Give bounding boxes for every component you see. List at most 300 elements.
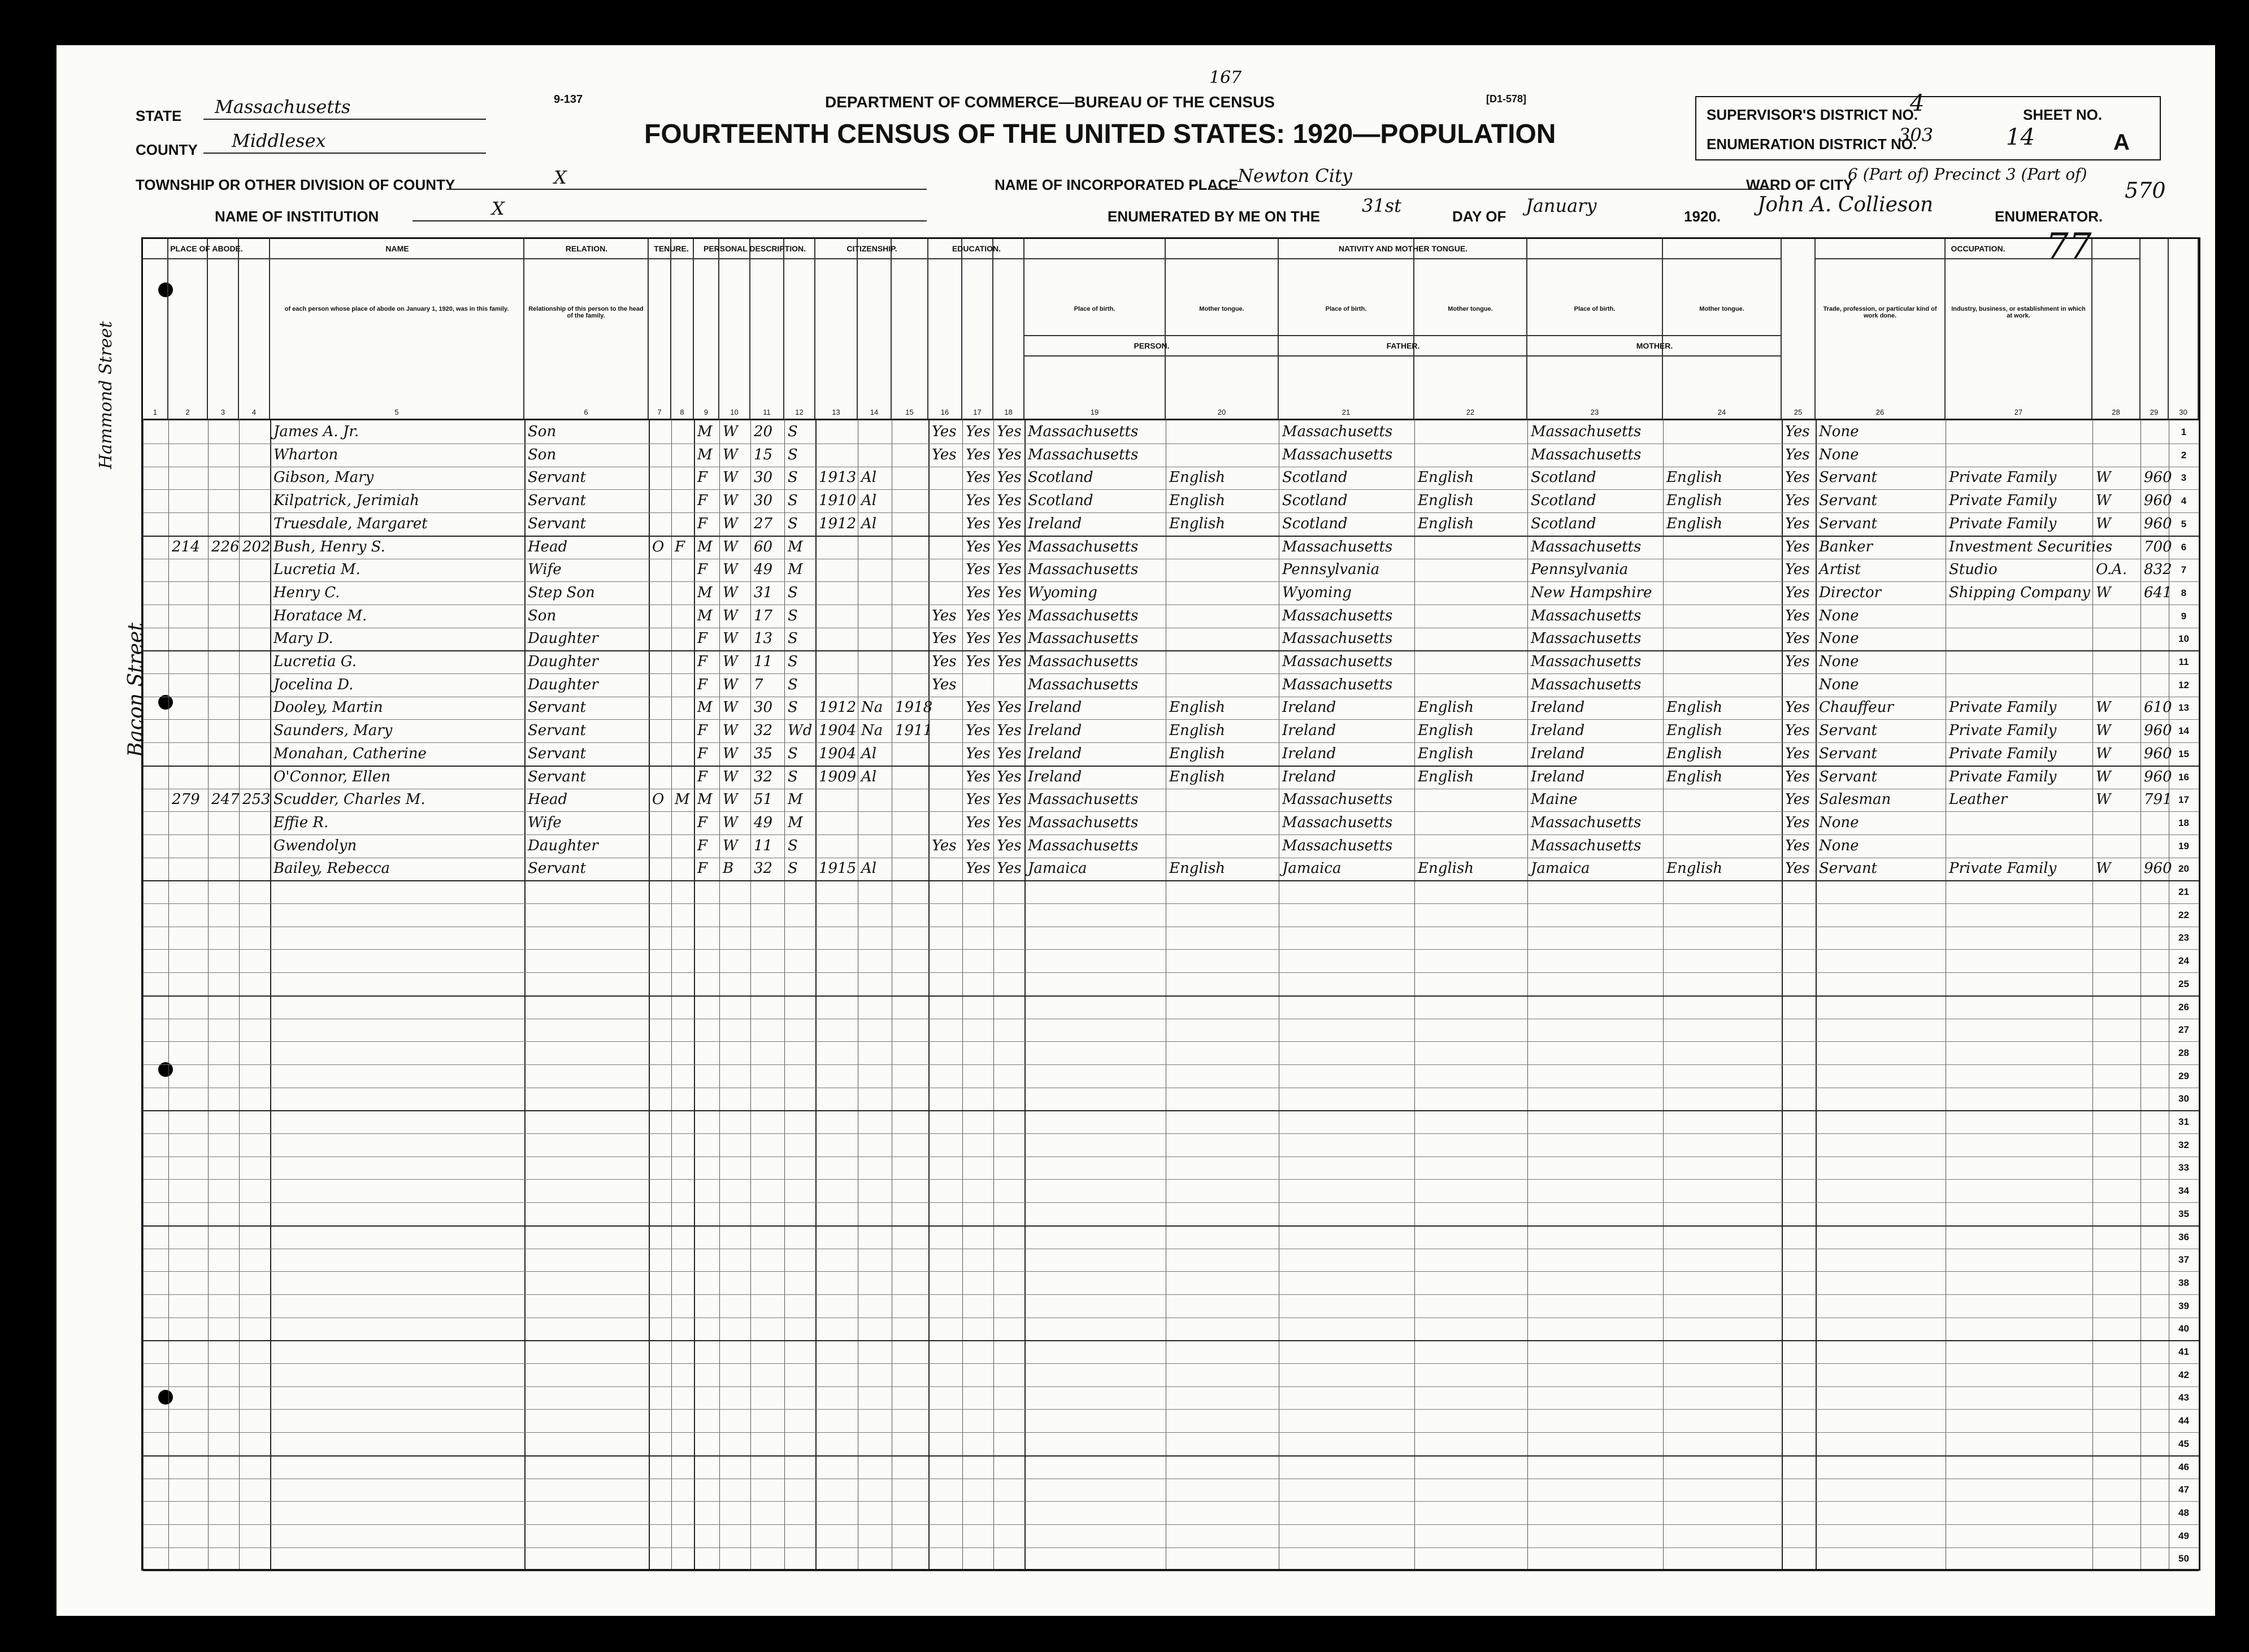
column-number: 29 bbox=[2150, 408, 2159, 416]
cell-house bbox=[168, 512, 208, 536]
cell-race: W bbox=[723, 561, 738, 579]
row-number: 47 bbox=[2178, 1484, 2189, 1496]
column-number: 21 bbox=[1341, 408, 1351, 416]
cell-industry: Studio bbox=[1949, 561, 1998, 579]
cell-house bbox=[168, 857, 208, 880]
cell-code: 960 bbox=[2144, 469, 2172, 486]
cell-natyr: 1918 bbox=[895, 699, 933, 716]
cell-fam bbox=[239, 766, 270, 789]
cell-name: Wharton bbox=[273, 446, 338, 463]
table-row bbox=[143, 1294, 2199, 1318]
cell-trade: None bbox=[1819, 607, 1859, 624]
cell-tongue bbox=[1166, 558, 1279, 581]
cell-sex: F bbox=[697, 722, 708, 740]
cell-emp bbox=[2092, 605, 2141, 628]
cell-age: 30 bbox=[754, 492, 773, 510]
cell-mtongue bbox=[1663, 627, 1782, 650]
cell-emp: W bbox=[2096, 492, 2111, 510]
cell-school: Yes bbox=[932, 653, 957, 670]
row-number: 50 bbox=[2178, 1553, 2189, 1564]
enumeration-label: ENUMERATION DISTRICT NO. bbox=[1707, 136, 1917, 153]
cell-natyr bbox=[892, 650, 928, 673]
cell-mtongue: English bbox=[1666, 722, 1723, 740]
cell-trade: None bbox=[1819, 423, 1859, 440]
cell-tongue bbox=[1166, 581, 1279, 605]
cell-imm bbox=[815, 420, 858, 444]
group-header: EDUCATION. bbox=[928, 239, 1024, 259]
cell-write: Yes bbox=[997, 653, 1022, 670]
day-of-label: DAY OF bbox=[1452, 208, 1506, 225]
cell-house bbox=[168, 444, 208, 467]
cell-ftongue bbox=[1414, 650, 1527, 673]
cell-mtongue bbox=[1663, 558, 1782, 581]
cell-house bbox=[168, 650, 208, 673]
cell-owned bbox=[671, 489, 694, 512]
cell-nat: Al bbox=[861, 515, 877, 532]
cell-natyr bbox=[892, 766, 928, 789]
cell-tenure bbox=[649, 581, 671, 605]
cell-name: Jocelina D. bbox=[273, 676, 354, 693]
row-number: 28 bbox=[2178, 1047, 2189, 1058]
cell-dw bbox=[208, 627, 239, 650]
cell-school bbox=[928, 512, 962, 536]
cell-fpob: Massachusetts bbox=[1282, 607, 1393, 624]
cell-rel: Step Son bbox=[528, 584, 595, 601]
cell-industry bbox=[1946, 650, 2092, 673]
column-number: 28 bbox=[2112, 408, 2120, 416]
cell-fpob: Jamaica bbox=[1282, 860, 1341, 877]
cell-pob: Massachusetts bbox=[1028, 423, 1139, 440]
cell-fam bbox=[239, 489, 270, 512]
cell-dw bbox=[208, 466, 239, 489]
cell-natyr bbox=[892, 558, 928, 581]
group-header: NAME bbox=[270, 239, 524, 259]
cell-tenure bbox=[649, 466, 671, 489]
column-header-fpob bbox=[1279, 239, 1414, 419]
cell-rel: Son bbox=[528, 607, 557, 624]
cell-race: W bbox=[723, 722, 738, 740]
cell-sex: F bbox=[697, 814, 708, 831]
column-header-trade bbox=[1816, 239, 1946, 419]
cell-eng: Yes bbox=[1785, 446, 1810, 463]
table-row bbox=[143, 1547, 2199, 1571]
column-header-text: of each person whose place of abode on January 1, 1920, was in this family. bbox=[284, 306, 509, 312]
row-number: 20 bbox=[2178, 863, 2189, 875]
cell-pob: Massachusetts bbox=[1028, 814, 1139, 831]
cell-tenure bbox=[649, 719, 671, 742]
cell-dw bbox=[208, 811, 239, 834]
table-row bbox=[143, 903, 2199, 927]
table-row bbox=[143, 1156, 2199, 1180]
cell-industry: Private Family bbox=[1949, 469, 2057, 486]
cell-race: W bbox=[723, 469, 738, 486]
row-number: 38 bbox=[2178, 1277, 2189, 1288]
table-row bbox=[143, 1041, 2199, 1065]
cell-read: Yes bbox=[966, 469, 991, 486]
cell-rel: Servant bbox=[528, 722, 587, 740]
cell-mpob: Massachusetts bbox=[1531, 676, 1642, 693]
row-number: 22 bbox=[2178, 909, 2189, 920]
cell-mtongue bbox=[1663, 811, 1782, 834]
cell-read: Yes bbox=[966, 515, 991, 532]
cell-fam bbox=[239, 558, 270, 581]
cell-trade: Servant bbox=[1819, 515, 1878, 532]
sheet-label: SHEET NO. bbox=[2023, 106, 2103, 123]
cell-name: O'Connor, Ellen bbox=[273, 768, 390, 785]
cell-imm: 1909 bbox=[819, 768, 857, 785]
cell-race: W bbox=[723, 607, 738, 624]
column-header-street bbox=[143, 239, 168, 419]
cell-imm bbox=[815, 558, 858, 581]
cell-ftongue bbox=[1414, 581, 1527, 605]
stamp-number: 167 bbox=[1209, 68, 1242, 88]
cell-tongue: English bbox=[1169, 722, 1226, 740]
cell-natyr bbox=[892, 512, 928, 536]
cell-pob: Scotland bbox=[1028, 492, 1093, 510]
cell-name: Lucretia G. bbox=[273, 653, 357, 670]
institution-label: NAME OF INSTITUTION bbox=[215, 208, 379, 225]
cell-eng: Yes bbox=[1785, 423, 1810, 440]
township-value: X bbox=[554, 167, 567, 188]
column-header-natyr bbox=[892, 239, 928, 419]
row-number: 27 bbox=[2178, 1024, 2189, 1036]
cell-emp: W bbox=[2096, 722, 2111, 740]
cell-race: B bbox=[723, 860, 734, 877]
cell-write: Yes bbox=[997, 607, 1022, 624]
cell-pob: Ireland bbox=[1028, 722, 1082, 740]
cell-eng: Yes bbox=[1785, 814, 1810, 831]
cell-dw bbox=[208, 420, 239, 444]
cell-mar: S bbox=[788, 745, 798, 762]
cell-eng: Yes bbox=[1785, 561, 1810, 579]
table-row bbox=[143, 1386, 2199, 1410]
cell-fpob: Massachusetts bbox=[1282, 538, 1393, 555]
cell-age: 49 bbox=[754, 814, 773, 831]
cell-tongue: English bbox=[1169, 699, 1226, 716]
cell-mtongue bbox=[1663, 650, 1782, 673]
cell-age: 7 bbox=[754, 676, 763, 693]
cell-pob: Massachusetts bbox=[1028, 791, 1139, 808]
cell-write: Yes bbox=[997, 630, 1022, 647]
row-number: 45 bbox=[2178, 1438, 2189, 1449]
column-number: 27 bbox=[2014, 408, 2023, 416]
reference-code: [D1-578] bbox=[1486, 93, 1527, 105]
cell-fam bbox=[239, 627, 270, 650]
cell-mpob: Jamaica bbox=[1531, 860, 1590, 877]
cell-read: Yes bbox=[966, 607, 991, 624]
column-header-code bbox=[2141, 239, 2169, 419]
cell-ftongue bbox=[1414, 627, 1527, 650]
column-number: 23 bbox=[1590, 408, 1599, 416]
cell-owned bbox=[671, 512, 694, 536]
cell-eng: Yes bbox=[1785, 653, 1810, 670]
cell-dw bbox=[208, 742, 239, 766]
cell-mpob: Scotland bbox=[1531, 469, 1596, 486]
table-row bbox=[143, 466, 2199, 490]
cell-tenure bbox=[649, 605, 671, 628]
row-number: 13 bbox=[2178, 702, 2189, 714]
cell-name: Bailey, Rebecca bbox=[273, 860, 390, 877]
cell-age: 32 bbox=[754, 722, 773, 740]
cell-rel: Head bbox=[528, 538, 568, 555]
cell-name: Effie R. bbox=[273, 814, 329, 831]
enumerated-label: ENUMERATED BY ME ON THE bbox=[1108, 208, 1321, 225]
cell-rel: Wife bbox=[528, 561, 562, 579]
cell-pob: Wyoming bbox=[1028, 584, 1097, 601]
ward-label: WARD OF CITY bbox=[1746, 176, 1853, 193]
cell-nat bbox=[858, 605, 892, 628]
cell-mpob: Massachusetts bbox=[1531, 814, 1642, 831]
cell-read: Yes bbox=[966, 492, 991, 510]
cell-ftongue: English bbox=[1418, 492, 1474, 510]
cell-emp: W bbox=[2096, 515, 2111, 532]
cell-code bbox=[2141, 811, 2169, 834]
table-row bbox=[143, 788, 2199, 812]
column-header-dw bbox=[208, 239, 239, 419]
row-number: 40 bbox=[2178, 1323, 2189, 1334]
cell-imm bbox=[815, 581, 858, 605]
form-code: 9-137 bbox=[554, 93, 583, 106]
table-row bbox=[143, 420, 2199, 444]
cell-sex: M bbox=[697, 423, 713, 440]
cell-sex: F bbox=[697, 561, 708, 579]
column-header-industry bbox=[1946, 239, 2092, 419]
row-number: 46 bbox=[2178, 1461, 2189, 1472]
cell-tongue bbox=[1166, 420, 1279, 444]
cell-fpob: Massachusetts bbox=[1282, 791, 1393, 808]
row-number: 6 bbox=[2181, 541, 2187, 553]
cell-read: Yes bbox=[966, 446, 991, 463]
cell-code bbox=[2141, 627, 2169, 650]
cell-fpob: Massachusetts bbox=[1282, 630, 1393, 647]
cell-natyr bbox=[892, 742, 928, 766]
cell-trade: None bbox=[1819, 630, 1859, 647]
cell-read: Yes bbox=[966, 584, 991, 601]
cell-name: Gwendolyn bbox=[273, 837, 357, 854]
cell-fam bbox=[239, 673, 270, 697]
cell-owned bbox=[671, 650, 694, 673]
table-row bbox=[143, 1225, 2199, 1249]
cell-school bbox=[928, 788, 962, 811]
cell-age: 32 bbox=[754, 768, 773, 785]
cell-dw bbox=[208, 766, 239, 789]
cell-school bbox=[928, 742, 962, 766]
cell-tenure bbox=[649, 857, 671, 880]
column-header-text: Trade, profession, or particular kind of work done. bbox=[1823, 306, 1937, 319]
cell-age: 31 bbox=[754, 584, 773, 601]
cell-natyr bbox=[892, 466, 928, 489]
cell-school: Yes bbox=[932, 607, 957, 624]
table-row bbox=[143, 1064, 2199, 1088]
cell-mpob: Massachusetts bbox=[1531, 423, 1642, 440]
cell-eng: Yes bbox=[1785, 791, 1810, 808]
column-header-eng bbox=[1782, 239, 1816, 419]
cell-fpob: Massachusetts bbox=[1282, 653, 1393, 670]
table-row bbox=[143, 1271, 2199, 1295]
column-number: 3 bbox=[220, 408, 225, 416]
row-number: 11 bbox=[2178, 657, 2189, 667]
cell-owned bbox=[671, 558, 694, 581]
cell-tongue bbox=[1166, 650, 1279, 673]
cell-age: 60 bbox=[754, 538, 773, 555]
cell-write: Yes bbox=[997, 791, 1022, 808]
cell-imm bbox=[815, 444, 858, 467]
cell-code bbox=[2141, 605, 2169, 628]
cell-nat: Al bbox=[861, 492, 877, 510]
cell-industry: Private Family bbox=[1949, 492, 2057, 510]
cell-name: Dooley, Martin bbox=[273, 699, 383, 716]
cell-tenure bbox=[649, 811, 671, 834]
cell-mpob: Pennsylvania bbox=[1531, 561, 1629, 579]
cell-ftongue: English bbox=[1418, 469, 1474, 486]
cell-race: W bbox=[723, 837, 738, 854]
cell-tenure bbox=[649, 834, 671, 858]
cell-rel: Servant bbox=[528, 860, 587, 877]
cell-industry: Private Family bbox=[1949, 768, 2057, 785]
cell-read: Yes bbox=[966, 768, 991, 785]
column-header-age bbox=[750, 239, 784, 419]
column-number: 4 bbox=[251, 408, 257, 416]
column-number: 2 bbox=[185, 408, 190, 416]
table-row bbox=[143, 581, 2199, 605]
cell-eng bbox=[1782, 673, 1816, 697]
cell-house bbox=[168, 834, 208, 858]
row-number: 26 bbox=[2178, 1001, 2189, 1012]
cell-nat bbox=[858, 650, 892, 673]
cell-age: 32 bbox=[754, 860, 773, 877]
table-row bbox=[143, 1202, 2199, 1227]
cell-mtongue: English bbox=[1666, 860, 1723, 877]
table-row bbox=[143, 1133, 2199, 1157]
county-value: Middlesex bbox=[232, 130, 326, 151]
cell-code: 832 bbox=[2144, 561, 2172, 579]
cell-mtongue: English bbox=[1666, 469, 1723, 486]
cell-sex: F bbox=[697, 837, 708, 854]
cell-read: Yes bbox=[966, 860, 991, 877]
cell-natyr bbox=[892, 444, 928, 467]
cell-code: 641 bbox=[2144, 584, 2172, 601]
cell-mtongue: English bbox=[1666, 699, 1723, 716]
cell-imm bbox=[815, 673, 858, 697]
cell-fpob: Ireland bbox=[1282, 745, 1336, 762]
cell-code bbox=[2141, 650, 2169, 673]
cell-fpob: Massachusetts bbox=[1282, 837, 1393, 854]
cell-fam bbox=[239, 466, 270, 489]
cell-owned bbox=[671, 673, 694, 697]
cell-age: 27 bbox=[754, 515, 773, 532]
cell-nat: Al bbox=[861, 768, 877, 785]
cell-mtongue bbox=[1663, 834, 1782, 858]
cell-fam bbox=[239, 444, 270, 467]
cell-emp: W bbox=[2096, 699, 2111, 716]
cell-sex: F bbox=[697, 768, 708, 785]
row-number: 1 bbox=[2181, 427, 2187, 437]
cell-emp: W bbox=[2096, 469, 2111, 486]
cell-mpob: Ireland bbox=[1531, 745, 1585, 762]
cell-mar: M bbox=[788, 791, 803, 808]
table-row bbox=[143, 650, 2199, 674]
column-header-text: Mother tongue. bbox=[1448, 306, 1493, 312]
cell-school bbox=[928, 719, 962, 742]
cell-sex: F bbox=[697, 515, 708, 532]
cell-name: Truesdale, Margaret bbox=[273, 515, 428, 532]
row-number: 39 bbox=[2178, 1300, 2189, 1311]
cell-owned bbox=[671, 719, 694, 742]
cell-mar: M bbox=[788, 814, 803, 831]
row-number: 42 bbox=[2178, 1369, 2189, 1380]
cell-write: Yes bbox=[997, 699, 1022, 716]
table-row bbox=[143, 512, 2199, 537]
cell-ftongue: English bbox=[1418, 745, 1474, 762]
cell-trade: Servant bbox=[1819, 745, 1878, 762]
cell-race: W bbox=[723, 492, 738, 510]
table-row bbox=[143, 1179, 2199, 1203]
cell-sex: F bbox=[697, 653, 708, 670]
column-number: 11 bbox=[763, 408, 771, 416]
row-number: 15 bbox=[2178, 748, 2189, 759]
cell-trade: None bbox=[1819, 653, 1859, 670]
cell-imm: 1915 bbox=[819, 860, 857, 877]
enumerated-day: 31st bbox=[1362, 195, 1401, 216]
cell-tenure bbox=[649, 627, 671, 650]
cell-trade: Servant bbox=[1819, 722, 1878, 740]
cell-trade: Chauffeur bbox=[1819, 699, 1894, 716]
cell-natyr bbox=[892, 811, 928, 834]
cell-fpob: Ireland bbox=[1282, 768, 1336, 785]
cell-mar: S bbox=[788, 492, 798, 510]
cell-mtongue: English bbox=[1666, 745, 1723, 762]
cell-trade: Banker bbox=[1819, 538, 1873, 555]
table-row bbox=[143, 742, 2199, 767]
cell-mpob: Scotland bbox=[1531, 492, 1596, 510]
column-number: 18 bbox=[1004, 408, 1013, 416]
cell-ftongue bbox=[1414, 605, 1527, 628]
column-header-emp bbox=[2092, 239, 2141, 419]
supervisor-label: SUPERVISOR'S DISTRICT NO. bbox=[1707, 106, 1918, 123]
subgroup-header: PERSON. bbox=[1024, 335, 1279, 357]
cell-race: W bbox=[723, 653, 738, 670]
column-header-fam bbox=[239, 239, 270, 419]
cell-code: 610 bbox=[2144, 699, 2172, 716]
cell-name: Scudder, Charles M. bbox=[273, 791, 426, 808]
cell-house bbox=[168, 466, 208, 489]
cell-emp: W bbox=[2096, 768, 2111, 785]
institution-value: X bbox=[492, 198, 505, 219]
cell-trade: Director bbox=[1819, 584, 1882, 601]
cell-owned bbox=[671, 742, 694, 766]
row-number: 4 bbox=[2181, 495, 2187, 507]
column-number: 16 bbox=[940, 408, 949, 416]
cell-school bbox=[928, 811, 962, 834]
column-number: 30 bbox=[2179, 408, 2187, 416]
cell-code: 960 bbox=[2144, 492, 2172, 510]
cell-sex: M bbox=[697, 607, 713, 624]
cell-name: Monahan, Catherine bbox=[273, 745, 427, 762]
cell-code bbox=[2141, 834, 2169, 858]
cell-tongue bbox=[1166, 811, 1279, 834]
cell-fpob: Massachusetts bbox=[1282, 676, 1393, 693]
row-number: 14 bbox=[2178, 725, 2189, 737]
cell-pob: Ireland bbox=[1028, 515, 1082, 532]
cell-write: Yes bbox=[997, 584, 1022, 601]
page-title: FOURTEENTH CENSUS OF THE UNITED STATES: 1920—POPULATION bbox=[644, 119, 1556, 149]
cell-trade: Servant bbox=[1819, 469, 1878, 486]
cell-nat bbox=[858, 444, 892, 467]
cell-school: Yes bbox=[932, 630, 957, 647]
row-number: 2 bbox=[2181, 449, 2187, 460]
cell-owned bbox=[671, 811, 694, 834]
cell-tenure bbox=[649, 673, 671, 697]
